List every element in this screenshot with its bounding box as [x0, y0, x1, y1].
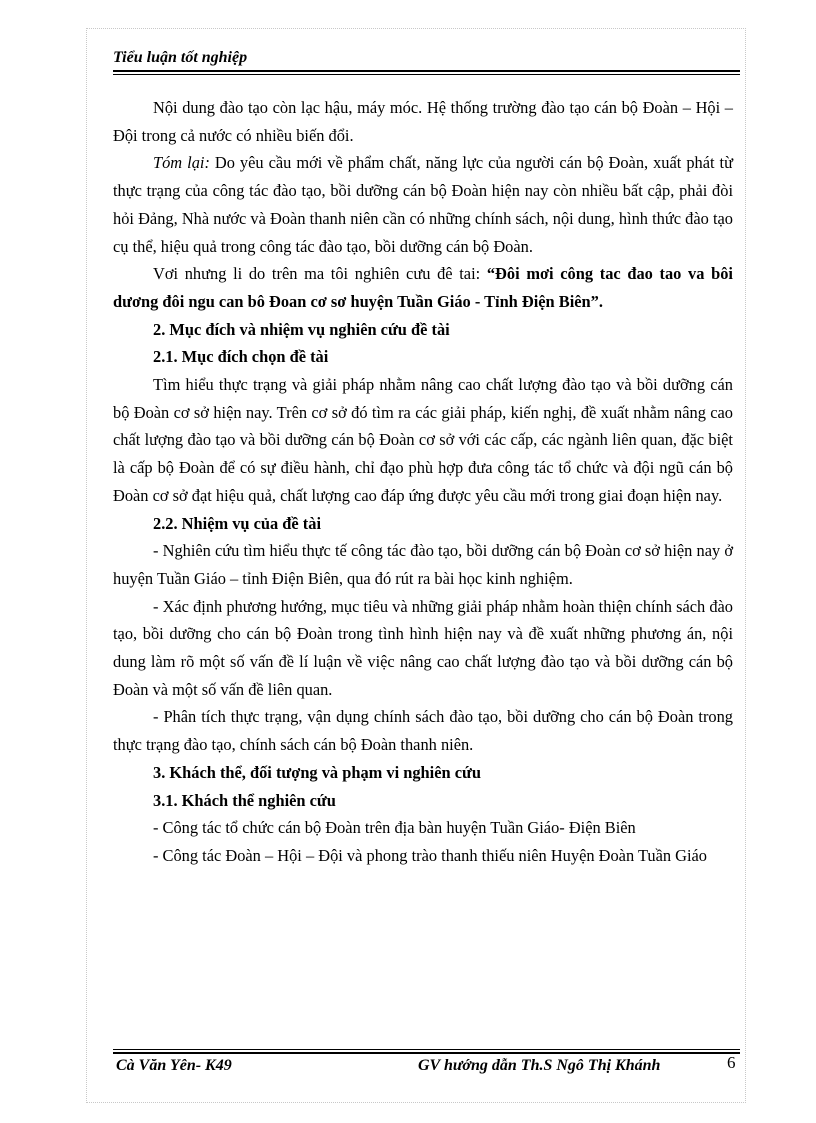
header-rule-thin	[113, 74, 740, 75]
footer-rule-thick	[113, 1052, 740, 1054]
summary-text: Do yêu cầu mới về phẩm chất, năng lực của người cán bộ Đoàn, xuất phát từ thực trạng của công tác đào tạo, bồi dưỡng cán bộ Đoàn hiện nay còn nhiều bất cập, phải đòi hỏi Đảng, Nhà nước và Đoàn thanh niên cần có những chính sách, nội dung, hình thức đào tạo cụ thể, hiệu quả trong công tác đào tạo, bồi dưỡng cán bộ Đoàn.	[113, 153, 733, 256]
paragraph-task-2: - Xác định phương hướng, mục tiêu và những giải pháp nhằm hoàn thiện chính sách đào tạo, bồi dưỡng cho cán bộ Đoàn trong tình hình hiện nay và đề xuất những phương án, nội dung làm rõ một số vấn đề lí luận về việc nâng cao chất lượng đào tạo và bồi dưỡng cán bộ Đoàn và một số vấn đề liên quan.	[113, 596, 733, 699]
heading-section-3-1: 3.1. Khách thể nghiên cứu	[153, 790, 336, 810]
paragraph-task-3: - Phân tích thực trạng, vận dụng chính sách đào tạo, bồi dưỡng cho cán bộ Đoàn trong thực trạng đào tạo, chính sách cán bộ Đoàn thanh niên.	[113, 707, 733, 755]
paragraph-purpose: Tìm hiểu thực trạng và giải pháp nhằm nâng cao chất lượng đào tạo và bồi dưỡng cán bộ Đoàn cơ sở hiện nay. Trên cơ sở đó tìm ra các giải pháp, kiến nghị, đề xuất nhằm nâng cao chất lượng đào tạo và bồi dưỡng cán bộ Đoàn cơ sở với các cấp, các ngành liên quan, đặc biệt là cấp bộ Đoàn để có sự điều hành, chỉ đạo phù hợp đưa công tác tổ chức và đội ngũ cán bộ Đoàn cơ sở đạt hiệu quả, chất lượng cao đáp ứng được yêu cầu mới trong giai đoạn hiện nay.	[113, 375, 733, 505]
footer-advisor: GV hướng dẫn Th.S Ngô Thị Khánh	[418, 1057, 661, 1074]
paragraph-object-1: - Công tác tổ chức cán bộ Đoàn trên địa bàn huyện Tuần Giáo- Điện Biên	[153, 818, 636, 838]
page-number: 6	[727, 1053, 736, 1072]
topic-title: “Đôi mơi công tac đao tao va bôi dương đôi ngu can bô Đoan cơ sơ huyện Tuần Giáo - Tỉnh Điện Biên”.	[113, 264, 733, 311]
summary-lead: Tóm lại:	[153, 153, 210, 173]
paragraph-topic	[113, 260, 733, 315]
topic-intro: Vơi nhưng li do trên ma tôi nghiên cưu đê tai:	[153, 264, 487, 284]
paragraph-summary	[113, 149, 733, 260]
heading-section-2-2: 2.2. Nhiệm vụ của đề tài	[153, 513, 322, 533]
paragraph-training-content: Nội dung đào tạo còn lạc hậu, máy móc. Hệ thống trường đào tạo cán bộ Đoàn – Hội – Đội trong cả nước có nhiều biến đổi.	[113, 98, 733, 145]
footer-rule-thin	[113, 1049, 740, 1050]
header-title: Tiểu luận tốt nghiệp	[113, 49, 248, 66]
paragraph-task-1: - Nghiên cứu tìm hiểu thực tế công tác đào tạo, bồi dưỡng cán bộ Đoàn cơ sở hiện nay ở huyện Tuần Giáo – tỉnh Điện Biên, qua đó rút ra bài học kinh nghiệm.	[113, 541, 733, 588]
heading-section-2-1: 2.1. Mục đích chọn đề tài	[153, 347, 329, 367]
footer-author: Cà Văn Yên- K49	[116, 1057, 232, 1074]
header-rule-thick	[113, 70, 740, 72]
heading-section-3: 3. Khách thể, đối tượng và phạm vi nghiên cứu	[153, 762, 481, 782]
heading-section-2: 2. Mục đích và nhiệm vụ nghiên cứu đề tài	[153, 319, 450, 339]
document-body	[113, 94, 733, 870]
paragraph-object-2: - Công tác Đoàn – Hội – Đội và phong trào thanh thiếu niên Huyện Đoàn Tuần Giáo	[153, 845, 708, 865]
